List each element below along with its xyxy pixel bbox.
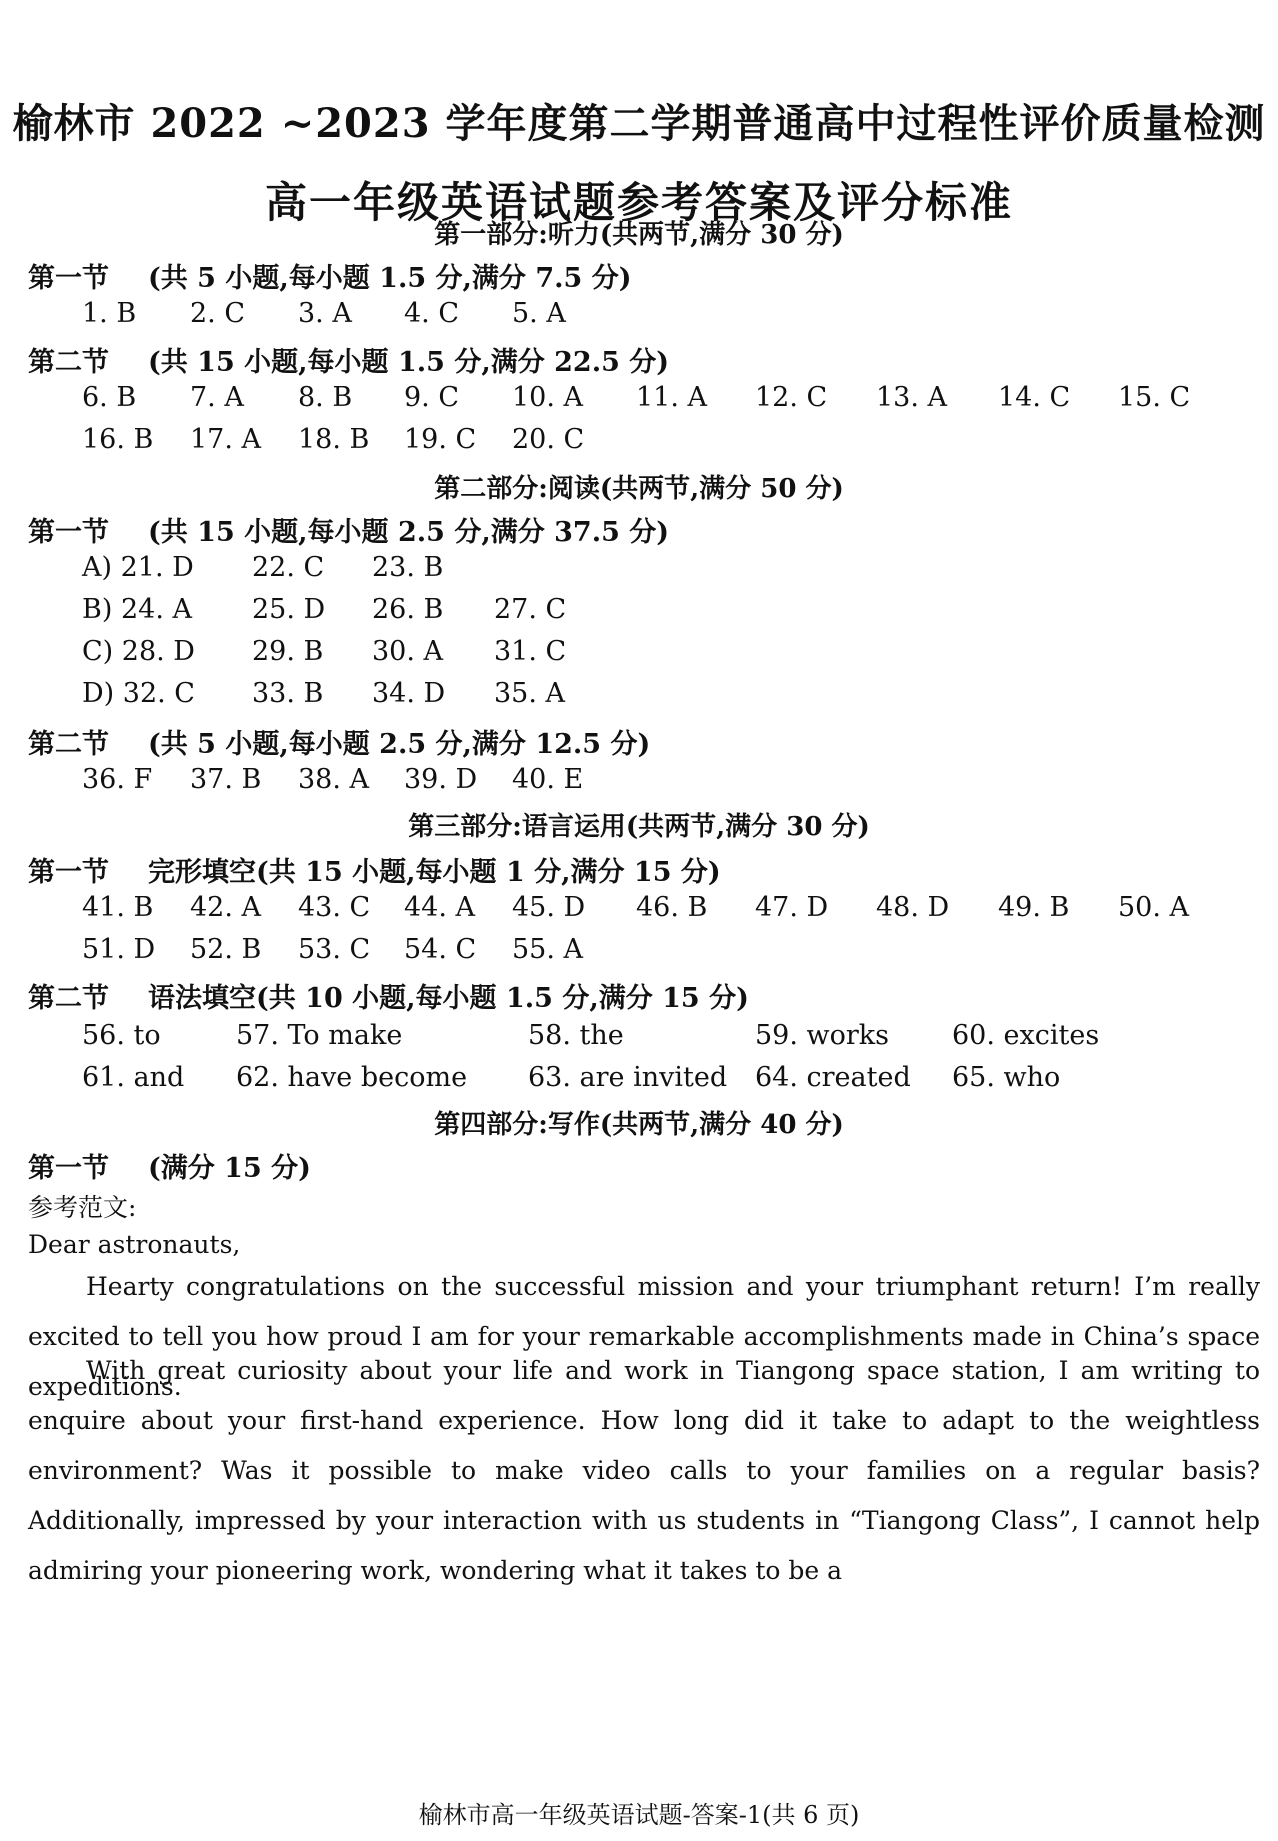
answer: 16. B — [82, 424, 154, 455]
answer: 3. A — [298, 298, 352, 329]
answer: 18. B — [298, 424, 370, 455]
answer: 64. created — [755, 1062, 911, 1093]
section-info: (共 5 小题,每小题 1.5 分,满分 7.5 分) — [148, 263, 632, 294]
essay-paragraph — [28, 1346, 1260, 1596]
answer: 2. C — [190, 298, 246, 329]
letter-greeting: Dear astronauts, — [28, 1230, 241, 1259]
answer: 57. To make — [236, 1020, 403, 1051]
answer: 56. to — [82, 1020, 161, 1051]
answer-row — [0, 764, 1278, 804]
part1-sec1-heading — [28, 256, 631, 295]
answer: D) 32. C — [82, 678, 195, 709]
section-name: 第一节 — [28, 517, 109, 548]
answer: 6. B — [82, 382, 137, 413]
answer-row — [0, 298, 1278, 338]
answer: A) 21. D — [82, 552, 194, 583]
answer: 62. have become — [236, 1062, 468, 1093]
part2-sec1-heading — [28, 510, 669, 549]
answer-row — [0, 1062, 1278, 1102]
answer: 14. C — [998, 382, 1071, 413]
answer-row — [0, 678, 1278, 718]
answer-row — [0, 1020, 1278, 1060]
answer: 12. C — [755, 382, 828, 413]
answer: 49. B — [998, 892, 1070, 923]
exam-title: 榆林市 2022 ~2023 学年度第二学期普通高中过程性评价质量检测 — [12, 100, 1266, 147]
answer: 22. C — [252, 552, 325, 583]
answer: 35. A — [494, 678, 566, 709]
section-info: 语法填空(共 10 小题,每小题 1.5 分,满分 15 分) — [148, 983, 749, 1014]
answer: 41. B — [82, 892, 154, 923]
answer: 26. B — [372, 594, 444, 625]
answer: 58. the — [528, 1020, 624, 1051]
answer: 47. D — [755, 892, 829, 923]
answer-row — [0, 382, 1278, 422]
answer: 44. A — [404, 892, 476, 923]
paragraph-text: Hearty congratulations on the successful mission and your triumphant return! I’m really excited to tell you how proud I am for your remarkable accomplishments made in China’s space expeditions. — [28, 1272, 1260, 1401]
answer-row — [0, 892, 1278, 932]
answer: 45. D — [512, 892, 586, 923]
part1-heading: 第一部分:听力(共两节,满分 30 分) — [434, 220, 844, 250]
answer: 7. A — [190, 382, 244, 413]
answer: 9. C — [404, 382, 460, 413]
page-footer: 榆林市高一年级英语试题-答案-1(共 6 页) — [418, 1801, 860, 1829]
answer: 60. excites — [952, 1020, 1100, 1051]
answer: 27. C — [494, 594, 567, 625]
answer-row — [0, 594, 1278, 634]
answer-row — [0, 934, 1278, 974]
answer: 50. A — [1118, 892, 1190, 923]
answer: 43. C — [298, 892, 371, 923]
part2-heading: 第二部分:阅读(共两节,满分 50 分) — [434, 474, 844, 504]
answer: 13. A — [876, 382, 948, 413]
part4-heading: 第四部分:写作(共两节,满分 40 分) — [434, 1110, 844, 1140]
part1-sec2-heading — [28, 340, 669, 379]
answer: 40. E — [512, 764, 584, 795]
paragraph-text: With great curiosity about your life and work in Tiangong space station, I am writing to enquire about your first-hand experience. How long did it take to adapt to the weightless environment? Was it possible to make video calls to your families on a regular basis? Additionally, impressed by your interaction with us students in “Tiangong Class”, I cannot help admiring your pioneering work, wondering what it takes to be a — [28, 1356, 1260, 1585]
sample-essay-label: 参考范文: — [28, 1193, 137, 1222]
answer: 33. B — [252, 678, 324, 709]
part2-sec2-heading — [28, 722, 650, 761]
answer: 31. C — [494, 636, 567, 667]
answer: 23. B — [372, 552, 444, 583]
answer: 8. B — [298, 382, 353, 413]
answer: 5. A — [512, 298, 566, 329]
answer: C) 28. D — [82, 636, 195, 667]
answer-row — [0, 552, 1278, 592]
answer: 42. A — [190, 892, 262, 923]
part3-sec2-heading — [28, 976, 749, 1015]
answer: 54. C — [404, 934, 477, 965]
answer: 15. C — [1118, 382, 1191, 413]
answer: 20. C — [512, 424, 585, 455]
answer: 39. D — [404, 764, 478, 795]
section-info: (共 15 小题,每小题 1.5 分,满分 22.5 分) — [148, 347, 670, 378]
answer: 1. B — [82, 298, 137, 329]
section-info: (共 15 小题,每小题 2.5 分,满分 37.5 分) — [148, 517, 670, 548]
section-info: (共 5 小题,每小题 2.5 分,满分 12.5 分) — [148, 729, 651, 760]
answer: 51. D — [82, 934, 156, 965]
answer-row — [0, 636, 1278, 676]
part3-sec1-heading — [28, 850, 721, 889]
answer: 11. A — [636, 382, 708, 413]
section-name: 第二节 — [28, 729, 109, 760]
answer: 25. D — [252, 594, 326, 625]
part3-heading: 第三部分:语言运用(共两节,满分 30 分) — [408, 812, 870, 842]
answer: 17. A — [190, 424, 262, 455]
answer: 10. A — [512, 382, 584, 413]
section-info: (满分 15 分) — [148, 1153, 311, 1184]
answer-row — [0, 424, 1278, 464]
answer: 65. who — [952, 1062, 1061, 1093]
answer-key-title: 高一年级英语试题参考答案及评分标准 — [264, 178, 1013, 227]
answer: B) 24. A — [82, 594, 192, 625]
answer: 4. C — [404, 298, 460, 329]
answer: 53. C — [298, 934, 371, 965]
answer: 59. works — [755, 1020, 890, 1051]
part4-sec1-heading — [28, 1146, 311, 1185]
answer: 52. B — [190, 934, 262, 965]
answer: 37. B — [190, 764, 262, 795]
section-name: 第二节 — [28, 347, 109, 378]
answer: 55. A — [512, 934, 584, 965]
answer: 19. C — [404, 424, 477, 455]
answer: 46. B — [636, 892, 708, 923]
section-name: 第一节 — [28, 857, 109, 888]
section-name: 第一节 — [28, 263, 109, 294]
answer: 48. D — [876, 892, 950, 923]
answer: 30. A — [372, 636, 444, 667]
answer: 63. are invited — [528, 1062, 728, 1093]
answer: 34. D — [372, 678, 446, 709]
section-name: 第一节 — [28, 1153, 109, 1184]
answer: 36. F — [82, 764, 153, 795]
section-name: 第二节 — [28, 983, 109, 1014]
section-info: 完形填空(共 15 小题,每小题 1 分,满分 15 分) — [148, 857, 721, 888]
answer: 29. B — [252, 636, 324, 667]
answer: 61. and — [82, 1062, 185, 1093]
answer: 38. A — [298, 764, 370, 795]
